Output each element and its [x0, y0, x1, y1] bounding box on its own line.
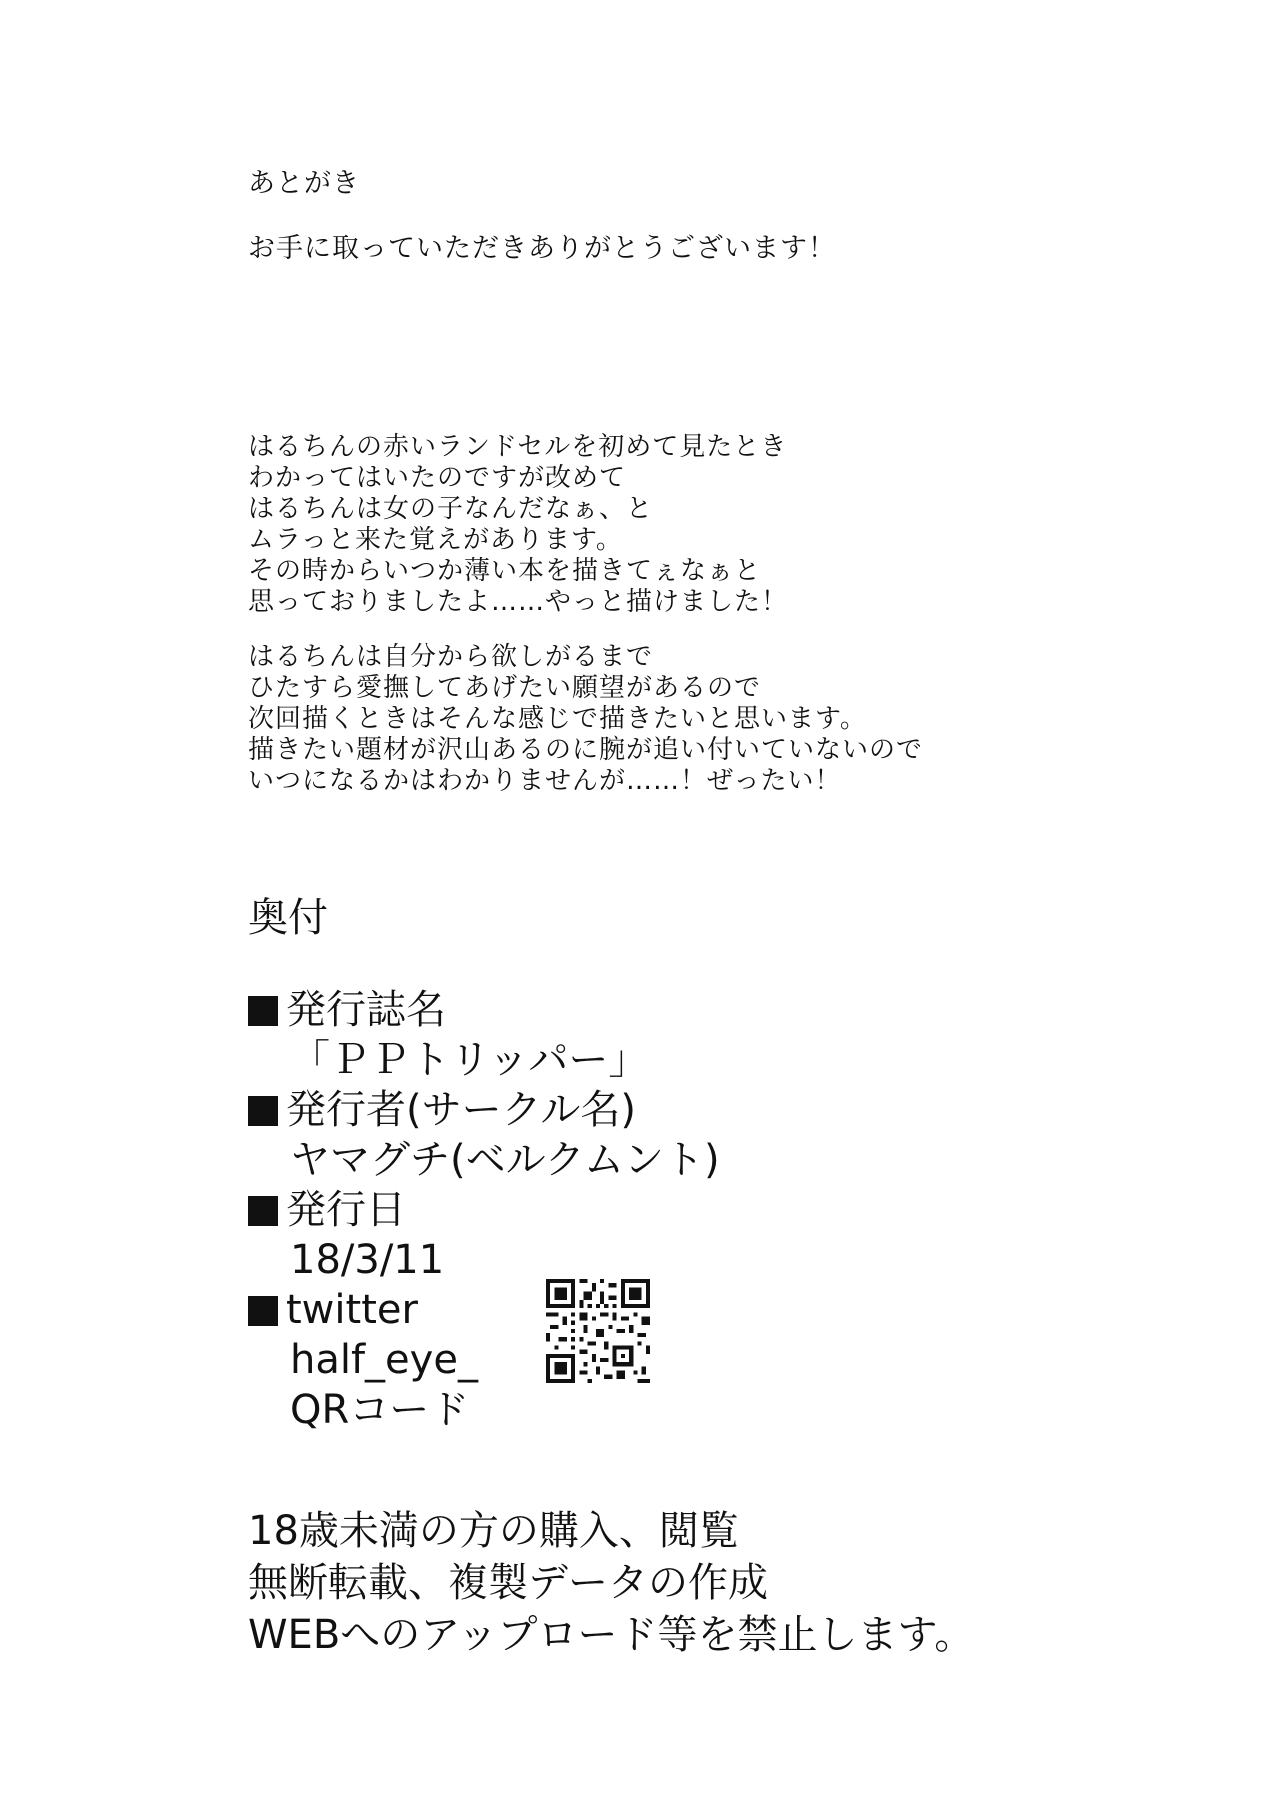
paragraph-line: その時からいつか薄い本を描きてぇなぁと: [248, 556, 762, 586]
paragraph-line: わかってはいたのですが改めて: [248, 463, 627, 493]
paragraph-line: 描きたい題材が沢山あるのに腕が追い付いていないので: [248, 735, 924, 765]
publisher-value: ヤマグチ(ベルクムント): [290, 1137, 720, 1183]
date-value: 18/3/11: [290, 1237, 445, 1283]
paragraph-line: はるちんは自分から欲しがるまで: [248, 642, 654, 672]
paragraph-line: 次回描くときはそんな感じで描きたいと思います。: [248, 704, 867, 734]
qr-code-icon: [546, 1279, 650, 1383]
title-label-row: [248, 985, 720, 1035]
colophon-heading: 奥付: [248, 895, 328, 941]
black-square-icon: [248, 1096, 278, 1126]
black-square-icon: [248, 996, 278, 1026]
twitter-handle: half_eye_: [290, 1337, 478, 1383]
date-label: 発行日: [286, 1187, 406, 1233]
paragraph-line: ひたすら愛撫してあげたい願望があるので: [248, 673, 762, 703]
paragraph-line: はるちんは女の子なんだなぁ、と: [248, 494, 654, 524]
paragraph-line: 思っておりましたよ……やっと描けました！: [248, 587, 789, 617]
title-label: 発行誌名: [286, 987, 446, 1033]
twitter-label: twitter: [286, 1287, 418, 1333]
black-square-icon: [248, 1296, 278, 1326]
publisher-label: 発行者(サークル名): [286, 1087, 637, 1133]
paragraph-line: ムラっと来た覚えがあります。: [248, 525, 623, 555]
afterword-paragraph-2: [248, 642, 923, 797]
thanks-message: お手に取っていただきありがとうございます！: [248, 233, 836, 264]
notice-line: 無断転載、複製データの作成: [248, 1560, 768, 1606]
prohibition-notice: [248, 1505, 974, 1661]
qr-label: QRコード: [290, 1387, 470, 1433]
title-value: 「ＰＰトリッパー」: [290, 1037, 649, 1083]
paragraph-line: はるちんの赤いランドセルを初めて見たとき: [248, 432, 788, 462]
afterword-paragraph-1: [248, 432, 788, 618]
notice-line: WEBへのアップロード等を禁止します。: [248, 1612, 975, 1658]
date-label-row: [248, 1185, 720, 1235]
notice-line: 18歳未満の方の購入、閲覧: [248, 1508, 739, 1554]
paragraph-line: いつになるかはわかりませんが……！ぜったい！: [248, 766, 842, 796]
publisher-label-row: [248, 1085, 720, 1135]
afterword-title: あとがき: [248, 168, 360, 199]
black-square-icon: [248, 1196, 278, 1226]
